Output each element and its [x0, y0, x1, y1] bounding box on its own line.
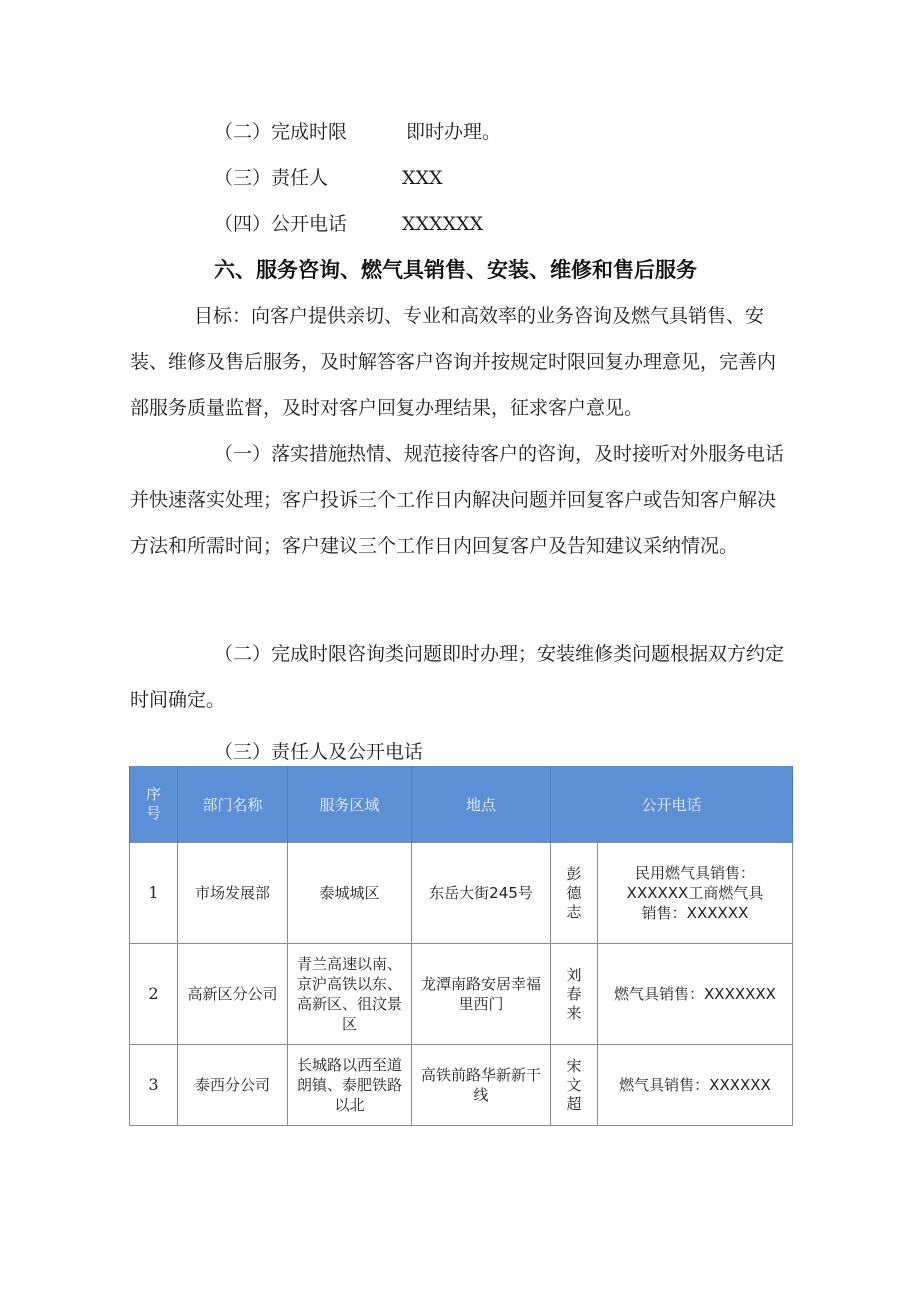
header-department: 部门名称 — [178, 766, 288, 843]
cell-department: 泰西分公司 — [178, 1045, 288, 1126]
cell-serial: 1 — [130, 843, 178, 944]
deadline-paragraph — [130, 631, 792, 723]
cell-department: 市场发展部 — [178, 843, 288, 944]
intro-value-responsible: XXX — [402, 167, 443, 189]
responsible-subheading: （三）责任人及公开电话 — [214, 741, 424, 763]
measures-paragraph — [130, 431, 792, 569]
cell-serial: 2 — [130, 944, 178, 1045]
intro-value-deadline: 即时办理。 — [406, 121, 502, 143]
cell-phone: 燃气具销售：XXXXXX — [598, 1045, 793, 1126]
goal-text: 目标：向客户提供亲切、专业和高效率的业务咨询及燃气具销售、安装、维修及售后服务，及时解答客户咨询并按规定时限回复办理意见，完善内部服务质量监督，及时对客户回复办理结果，征求客户意见。 — [130, 305, 777, 419]
cell-location: 龙潭南路安居幸福里西门 — [412, 944, 551, 1045]
table-row — [130, 843, 793, 944]
deadline-text: （二）完成时限咨询类问题即时办理；安装维修类问题根据双方约定时间确定。 — [130, 643, 785, 711]
header-serial: 序号 — [130, 766, 178, 843]
cell-serial: 3 — [130, 1045, 178, 1126]
service-contact-table — [129, 766, 793, 1126]
intro-label-phone: （四）公开电话 — [214, 213, 348, 235]
goal-paragraph — [130, 293, 792, 431]
table-header-row — [130, 766, 793, 843]
header-location: 地点 — [412, 766, 551, 843]
header-public-phone: 公开电话 — [551, 766, 793, 843]
cell-person: 宋文超 — [551, 1045, 598, 1126]
cell-service-area: 青兰高速以南、京沪高铁以东、高新区、徂汶景区 — [288, 944, 412, 1045]
intro-value-phone: XXXXXX — [402, 213, 484, 235]
cell-phone: 燃气具销售：XXXXXXX — [598, 944, 793, 1045]
cell-service-area: 泰城城区 — [288, 843, 412, 944]
intro-label-deadline: （二）完成时限 — [214, 121, 348, 143]
table-row — [130, 944, 793, 1045]
cell-location: 东岳大街245号 — [412, 843, 551, 944]
cell-phone: 民用燃气具销售：XXXXXX工商燃气具销售：XXXXXX — [598, 843, 793, 944]
cell-department: 高新区分公司 — [178, 944, 288, 1045]
cell-service-area: 长城路以西至道朗镇、泰肥铁路以北 — [288, 1045, 412, 1126]
header-service-area: 服务区域 — [288, 766, 412, 843]
section-heading: 六、服务咨询、燃气具销售、安装、维修和售后服务 — [214, 258, 697, 282]
cell-person: 刘春来 — [551, 944, 598, 1045]
cell-location: 高铁前路华新新干线 — [412, 1045, 551, 1126]
intro-label-responsible: （三）责任人 — [214, 167, 329, 189]
measures-text: （一）落实措施热情、规范接待客户的咨询，及时接听对外服务电话并快速落实处理；客户投诉三个工作日内解决问题并回复客户或告知客户解决方法和所需时间；客户建议三个工作日内回复客户及告知建议采纳情况。 — [130, 443, 785, 557]
table-row — [130, 1045, 793, 1126]
cell-person: 彭德志 — [551, 843, 598, 944]
